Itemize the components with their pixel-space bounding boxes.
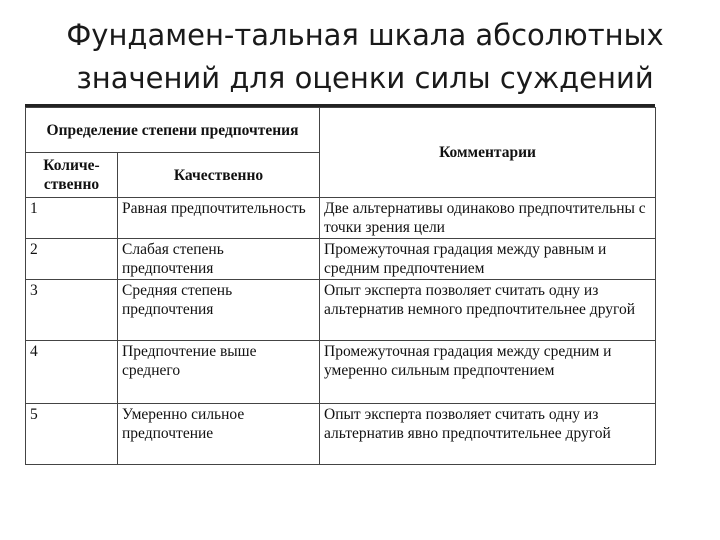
row-qualitative: Средняя степень предпочтения	[118, 280, 320, 341]
header-comments: Комментарии	[320, 108, 656, 198]
table-row	[26, 239, 656, 280]
row-comment: Промежуточная градация между средним и умеренно сильным предпочтением	[320, 341, 656, 404]
slide-title: Фундамен-тальная шкала абсолютных значений для оценки силы суждений	[66, 18, 664, 95]
row-qualitative: Равная предпочтительность	[118, 198, 320, 239]
row-qualitative: Слабая степень предпочтения	[118, 239, 320, 280]
row-comment: Опыт эксперта позволяет считать одну из альтернатив немного предпочтительнее другой	[320, 280, 656, 341]
row-qualitative: Предпочтение выше среднего	[118, 341, 320, 404]
row-number: 5	[26, 404, 118, 465]
header-qualitative: Качественно	[118, 153, 320, 198]
header-preference-definition: Определение степени предпочтения	[26, 108, 320, 153]
row-qualitative: Умеренно сильное предпочтение	[118, 404, 320, 465]
row-number: 1	[26, 198, 118, 239]
row-comment: Опыт эксперта позволяет считать одну из альтернатив явно предпочтительнее другой	[320, 404, 656, 465]
header-quantitative: Количе-ственно	[26, 153, 118, 198]
row-number: 3	[26, 280, 118, 341]
row-comment: Две альтернативы одинаково предпочтительны с точки зрения цели	[320, 198, 656, 239]
table-row	[26, 198, 656, 239]
row-number: 2	[26, 239, 118, 280]
table-row	[26, 280, 656, 341]
header-row-1	[26, 108, 656, 153]
table-row	[26, 404, 656, 465]
scale-table	[25, 107, 656, 465]
scale-table-container	[25, 104, 655, 465]
table-row	[26, 341, 656, 404]
row-number: 4	[26, 341, 118, 404]
row-comment: Промежуточная градация между равным и средним предпочтением	[320, 239, 656, 280]
